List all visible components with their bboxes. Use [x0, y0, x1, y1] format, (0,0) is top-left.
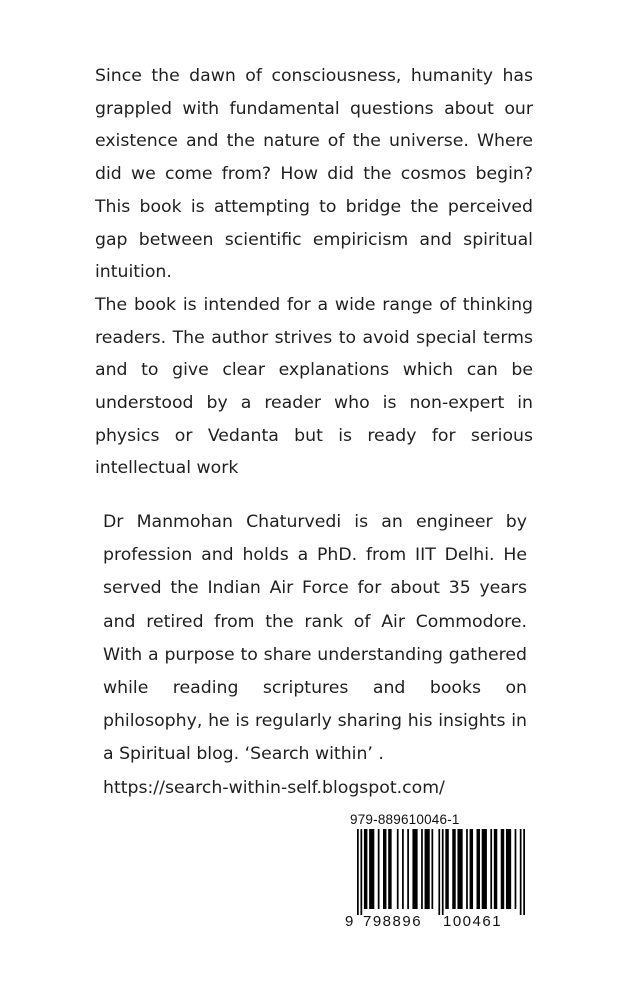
barcode-bar [520, 829, 522, 915]
barcode-bar [523, 829, 525, 915]
barcode-bar [431, 829, 433, 909]
barcode-bar [494, 829, 497, 909]
barcode-bar [360, 829, 362, 915]
barcode-bar [388, 829, 391, 909]
author-bio-text: Dr Manmohan Chaturvedi is an engineer by profession and holds a PhD. from IIT Delhi. He served the Indian Air Force for about 35 years and retired from the rank of Air Commodore. With a purpose to share understanding gathered while reading scriptures and books on philosophy, he is regularly sharing his insights in a Spiritual blog. ‘Search within’ . [103, 512, 527, 765]
barcode-bar [506, 829, 511, 909]
blurb-paragraph-2: The book is intended for a wide range of thinking readers. The author strives to avoid special terms and to give clear explanations which can be understood by a reader who is non-expert in physics or Vedanta but is ready for serious intellectual work [95, 294, 533, 479]
barcode-bar [477, 829, 480, 909]
barcode-bar [364, 829, 367, 909]
blurb-paragraph-1: Since the dawn of consciousness, humanity has grappled with fundamental questions about our existence and the nature of the universe. Where did we come from? How did the cosmos begin? This book is attempting to bridge the perceived gap between scientific empiricism and spiritual intuition. [95, 66, 533, 283]
barcode-digit-group-2: 100461 [443, 913, 503, 930]
barcode-digit-group-1: 798896 [363, 913, 423, 930]
barcode-bar [445, 829, 448, 909]
barcode-bar [457, 829, 462, 909]
blog-url: https://search-within-self.blogspot.com/ [103, 777, 445, 798]
barcode-bar [378, 829, 380, 909]
barcode-bar [482, 829, 487, 909]
author-bio [103, 506, 527, 805]
barcode-bar [490, 829, 492, 909]
barcode-bar [470, 829, 473, 909]
barcode-bar [466, 829, 468, 909]
barcode-bar [402, 829, 404, 909]
book-blurb [95, 60, 533, 485]
barcode-bar [412, 829, 417, 909]
barcode-bar [438, 829, 440, 915]
barcode-bar [501, 829, 504, 909]
barcode-bar [407, 829, 409, 909]
barcode-bar [383, 829, 386, 909]
barcode-bar [421, 829, 423, 909]
barcode-bar [452, 829, 455, 909]
barcode-bar [515, 829, 517, 909]
isbn-label: 979-889610046-1 [350, 812, 460, 827]
barcode-bar [442, 829, 444, 915]
barcode-bar [369, 829, 374, 909]
barcode-digit-lead: 9 [345, 913, 354, 930]
barcode-bar [425, 829, 430, 909]
barcode-bar [357, 829, 359, 915]
barcode-icon [357, 829, 525, 915]
barcode-bar [397, 829, 399, 909]
